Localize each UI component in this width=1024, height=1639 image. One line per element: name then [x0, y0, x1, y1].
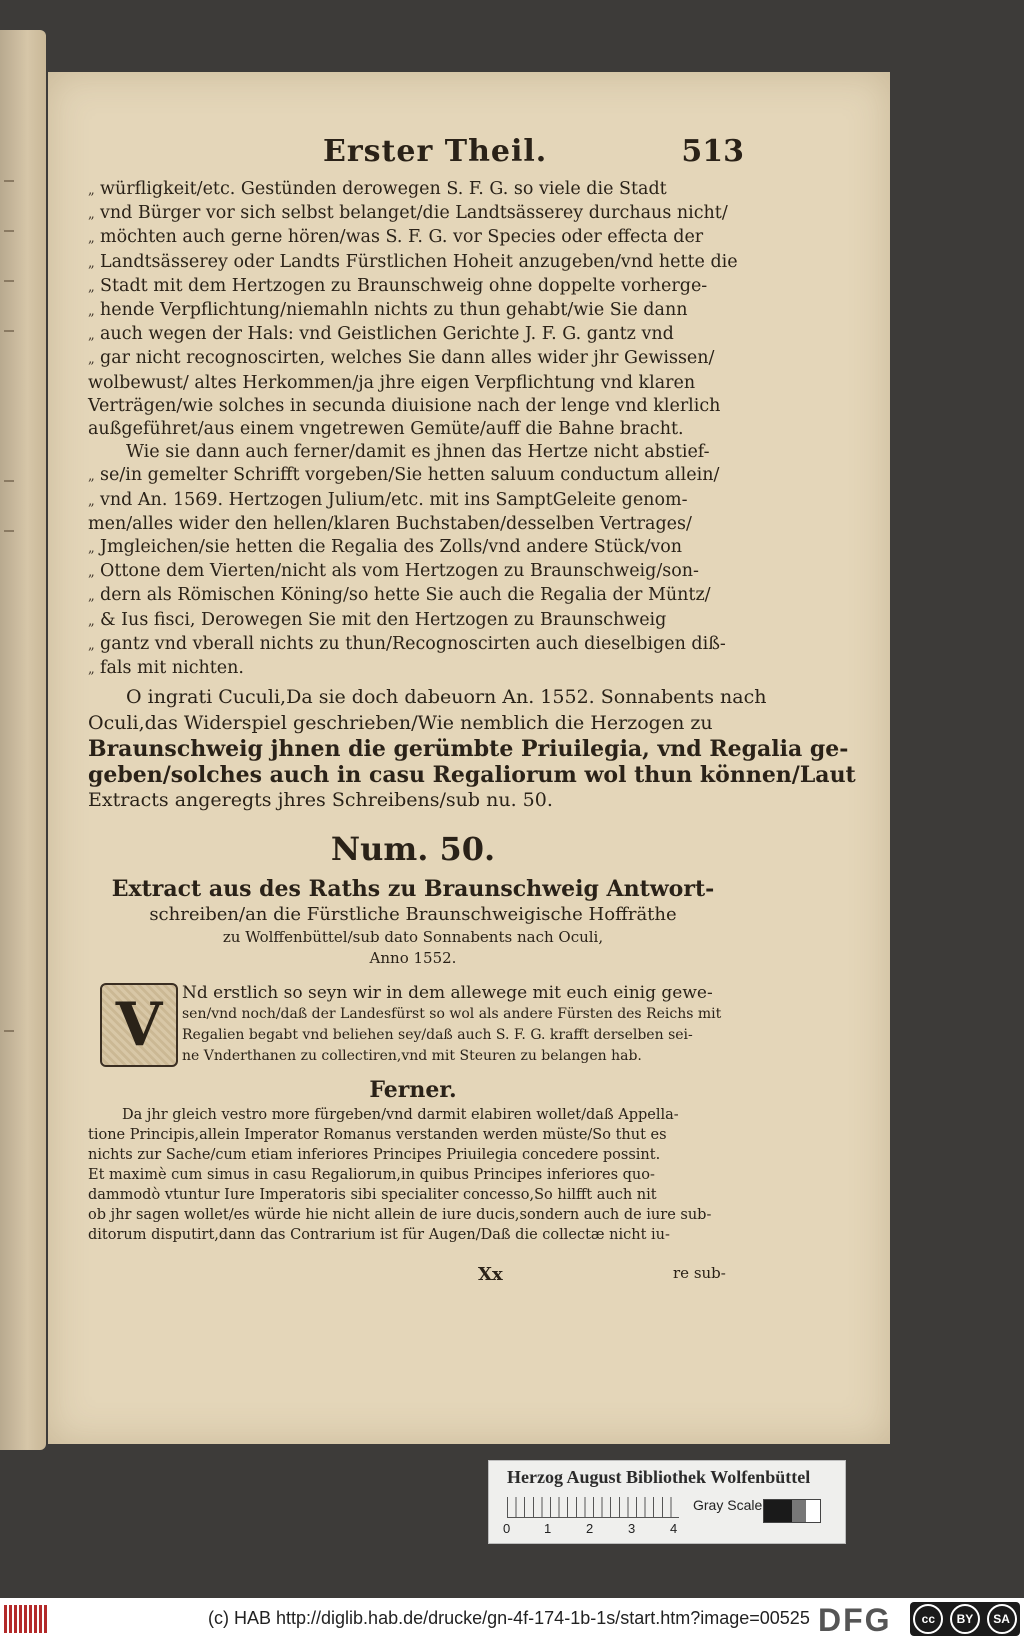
gray-swatch: [792, 1500, 806, 1522]
edge-mark: [4, 280, 14, 282]
text-line: ditorum disputirt,dann das Contrarium ist für Augen/Daß die collectæ nicht iu-: [88, 1227, 670, 1244]
paragraph-1: [88, 178, 738, 441]
ruler-number: 4: [670, 1521, 678, 1536]
catchword: re sub-: [673, 1264, 726, 1282]
sa-icon: SA: [987, 1604, 1017, 1634]
text-line: Extracts angeregts jhres Schreibens/sub nu. 50.: [88, 789, 553, 812]
text-line: sen/vnd noch/daß der Landesfürst so wol als andere Fürsten des Reichs mit: [182, 1006, 722, 1023]
text-line: Da jhr gleich vestro more fürgeben/vnd darmit elabiren wollet/daß Appella-: [122, 1107, 679, 1124]
edge-mark: [4, 480, 14, 482]
signature-mark: Xx: [478, 1264, 503, 1285]
text-line: „ se/in gemelter Schrifft vorgeben/Sie hetten saluum conductum allein/: [88, 464, 738, 488]
text-line: „ Landtsässerey oder Landts Fürstlichen Hoheit anzugeben/vnd hette die: [88, 251, 738, 275]
text-line: Wie sie dann auch ferner/damit es jhnen das Hertze nicht abstief-: [126, 442, 710, 463]
text-line: „ Jmgleichen/sie hetten die Regalia des Zolls/vnd andere Stück/von: [88, 536, 738, 560]
text-line: ne Vnderthanen zu collectiren,vnd mit Steuren zu belangen hab.: [182, 1048, 642, 1065]
cc-icon: cc: [913, 1604, 943, 1634]
gray-scale-label: Gray Scale: [693, 1497, 763, 1513]
decorated-initial: V: [100, 983, 178, 1067]
text-line: „ möchten auch gerne hören/was S. F. G. vor Species oder effecta der: [88, 226, 738, 250]
text-line: „ Ottone dem Vierten/nicht als vom Hertzogen zu Braunschweig/son-: [88, 560, 738, 584]
book-page: [48, 72, 890, 1444]
text-line: geben/solches auch in casu Regaliorum wol thun können/Laut: [88, 762, 856, 789]
text-line: ob jhr sagen wollet/es würde hie nicht allein de iure ducis,sondern auch de iure sub-: [88, 1207, 712, 1224]
library-name: Herzog August Bibliothek Wolfenbüttel: [507, 1467, 811, 1487]
text-line: „ würfligkeit/etc. Gestünden derowegen S. F. G. so viele die Stadt: [88, 178, 738, 202]
text-line: men/alles wider den hellen/klaren Buchstaben/desselben Vertrages/: [88, 513, 692, 534]
edge-mark: [4, 1030, 14, 1032]
gray-swatch: [764, 1500, 778, 1522]
paragraph-2: [88, 441, 738, 681]
library-color-card: [488, 1460, 846, 1544]
cc-license-badge[interactable]: [910, 1602, 1020, 1636]
text-line: „ gar nicht recognoscirten, welches Sie dann alles wider jhr Gewissen/: [88, 347, 738, 371]
text-line: „ vnd An. 1569. Hertzogen Julium/etc. mit ins SamptGeleite genom-: [88, 489, 738, 513]
by-icon: BY: [950, 1604, 980, 1634]
running-head: [88, 134, 744, 178]
text-line: „ Stadt mit dem Hertzogen zu Braunschweig ohne doppelte vorherge-: [88, 275, 738, 299]
text-line: „ gantz vnd vberall nichts zu thun/Recognoscirten auch dieselbigen diß-: [88, 633, 738, 657]
text-line: außgeführet/aus einem vngetrewen Gemüte/auff die Bahne bracht.: [88, 419, 684, 440]
edge-mark: [4, 180, 14, 182]
text-line: Verträgen/wie solches in secunda diuisione nach der lenge vnd klerlich: [88, 395, 721, 416]
text-line: Oculi,das Widerspiel geschrieben/Wie nemblich die Herzogen zu: [88, 712, 713, 735]
extract-heading: [88, 875, 738, 969]
facing-page-edge: [0, 30, 46, 1450]
text-line: Regalien begabt vnd beliehen sey/daß auch S. F. G. krafft derselben sei-: [182, 1027, 693, 1044]
copyright-url[interactable]: (c) HAB http://diglib.hab.de/drucke/gn-4f-174-1b-1s/start.htm?image=00525: [208, 1608, 810, 1628]
text-line: Nd erstlich so seyn wir in dem allewege mit euch einig gewe-: [182, 983, 713, 1004]
text-line: Et maximè cum simus in casu Regaliorum,in quibus Principes inferiores quo-: [88, 1167, 655, 1184]
decorated-initial-paragraph: [88, 983, 738, 1073]
ruler-number: 3: [628, 1521, 636, 1536]
edge-mark: [4, 530, 14, 532]
paragraph-ferner: [88, 1105, 738, 1245]
section-heading: Num. 50.: [330, 830, 496, 869]
ferner-heading: Ferner.: [369, 1077, 457, 1104]
paragraph-3: [88, 685, 856, 813]
ruler-number: 1: [544, 1521, 552, 1536]
dfg-logo: DFG: [818, 1602, 892, 1638]
page-number: 513: [681, 134, 744, 169]
text-line: „ dern als Römischen Köning/so hette Sie auch die Regalia der Müntz/: [88, 584, 738, 608]
extract-heading-line: schreiben/an die Fürstliche Braunschweigische Hoffräthe: [149, 904, 677, 926]
text-line: dammodò vtuntur Iure Imperatoris sibi specialiter concesso,So hilfft auch nit: [88, 1187, 657, 1204]
text-line: „ auch wegen der Hals: vnd Geistlichen Gerichte J. F. G. gantz vnd: [88, 323, 738, 347]
text-line: O ingrati Cuculi,Da sie doch dabeuorn An. 1552. Sonnabents nach: [126, 686, 767, 709]
initial-paragraph-lines: [182, 983, 738, 1067]
text-line: Braunschweig jhnen die gerümbte Priuilegia, vnd Regalia ge-: [88, 736, 849, 763]
gray-swatch: [806, 1500, 820, 1522]
edge-mark: [4, 230, 14, 232]
text-line: „ hende Verpflichtung/niemahln nichts zu thun gehabt/wie Sie dann: [88, 299, 738, 323]
gray-scale-swatches: [763, 1499, 821, 1523]
scale-ruler: [507, 1497, 679, 1518]
extract-heading-line: Anno 1552.: [369, 949, 457, 968]
ruler-number: 0: [503, 1521, 511, 1536]
hab-logo-icon: [4, 1605, 48, 1633]
page-content: [88, 134, 856, 1285]
extract-heading-line: Extract aus des Raths zu Braunschweig Antwort-: [111, 876, 715, 903]
text-line: tione Principis,allein Imperator Romanus verstanden werden müste/So thut es: [88, 1127, 667, 1144]
ruler-number: 2: [586, 1521, 594, 1536]
edge-mark: [4, 330, 14, 332]
extract-heading-line: zu Wolffenbüttel/sub dato Sonnabents nach Oculi,: [222, 928, 604, 947]
text-line: „ vnd Bürger vor sich selbst belanget/die Landtsässerey durchaus nicht/: [88, 202, 738, 226]
running-head-title: Erster Theil.: [323, 134, 548, 169]
text-line: „ fals mit nichten.: [88, 657, 738, 681]
footer-bar: [0, 1598, 1024, 1639]
gray-swatch: [778, 1500, 792, 1522]
text-line: nichts zur Sache/cum etiam inferiores Principes Priuilegia concedere possint.: [88, 1147, 661, 1164]
text-line: wolbewust/ altes Herkommen/ja jhre eigen Verpflichtung vnd klaren: [88, 372, 696, 393]
text-line: „ & Ius fisci, Derowegen Sie mit den Hertzogen zu Braunschweig: [88, 609, 738, 633]
